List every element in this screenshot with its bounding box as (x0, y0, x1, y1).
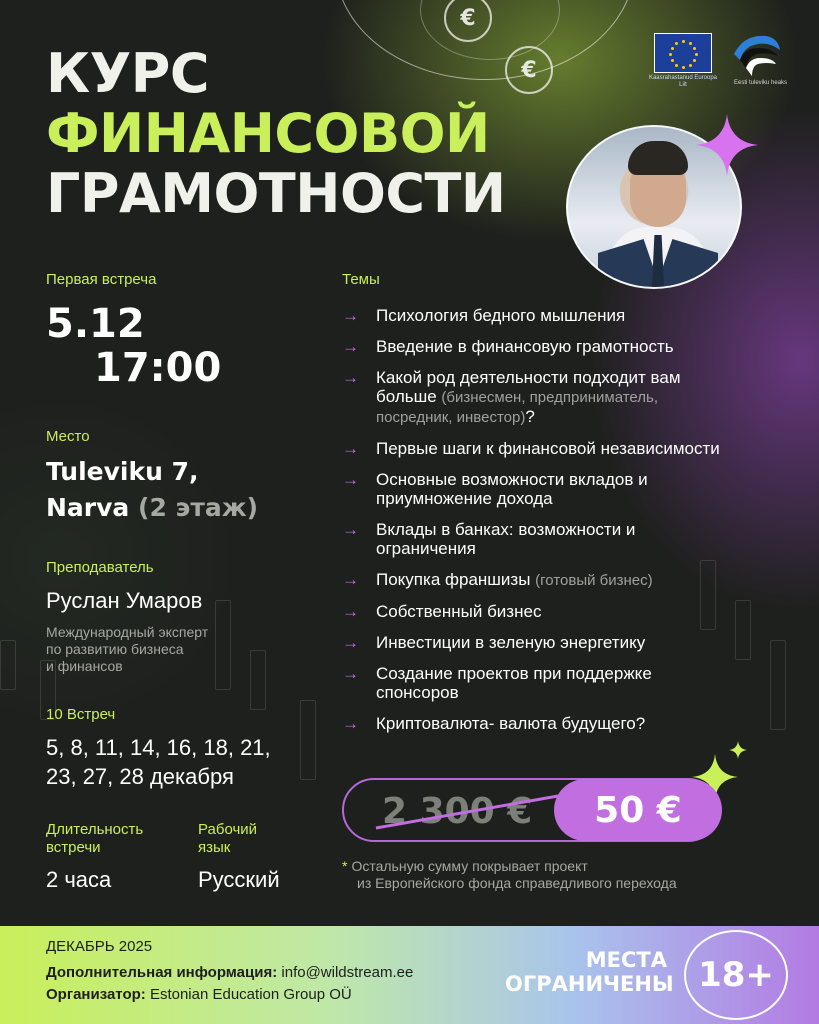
duration-label-2: встречи (46, 839, 101, 856)
limited-seats: МЕСТА ОГРАНИЧЕНЫ (505, 948, 674, 996)
arrow-right-icon: → (342, 570, 359, 589)
teacher-desc-2: по развитию бизнеса (46, 641, 184, 657)
arrow-right-icon: → (342, 520, 359, 539)
footer-info: Дополнительная информация: info@wildstream.ee (46, 964, 414, 981)
strikethrough-line (372, 790, 562, 834)
eu-logo-text: Kaasrahastanud Euroopa Liit (648, 75, 718, 88)
topic-item: → Криптовалюта- валюта будущего? (342, 714, 646, 733)
sparkle-icon (694, 112, 760, 178)
teacher-desc-1: Международный эксперт (46, 624, 209, 640)
duration-value: 2 часа (46, 867, 112, 892)
arrow-right-icon: → (342, 470, 359, 489)
topic-item: → Психология бедного мышления (342, 306, 626, 325)
price-footnote: * Остальную сумму покрывает проект из Европейского фонда справедливого перехода (342, 858, 677, 891)
teacher-name: Руслан Умаров (46, 588, 203, 613)
arrow-right-icon: → (342, 306, 359, 325)
topics-list (342, 306, 782, 733)
topic-item: → Создание проектов при поддержке спонсоров (342, 664, 652, 702)
arrow-right-icon: → (342, 633, 359, 652)
footer-date: ДЕКАБРЬ 2025 (46, 938, 153, 955)
euro-coin-icon: € (505, 46, 553, 94)
language-label-1: Рабочий (198, 821, 258, 838)
arrow-right-icon: → (342, 602, 359, 621)
meetings-dates-2: 23, 27, 28 декабря (46, 764, 234, 789)
teacher-desc-3: и финансов (46, 658, 123, 674)
arrow-right-icon: → (342, 368, 359, 387)
asterisk-icon: * (342, 858, 348, 874)
arrow-right-icon: → (342, 664, 359, 683)
arrow-right-icon: → (342, 439, 359, 458)
arrow-right-icon: → (342, 714, 359, 733)
footer-organizer: Организатор: Estonian Education Group OÜ (46, 986, 352, 1003)
title-line-1: КУРС (46, 42, 209, 105)
title-line-2: ФИНАНСОВОЙ (46, 102, 490, 165)
topic-item: → Введение в финансовую грамотность (342, 337, 674, 356)
topic-item: → Покупка франшизы (готовый бизнес) (342, 570, 653, 589)
topic-item: → Собственный бизнес (342, 602, 542, 621)
arrow-right-icon: → (342, 337, 359, 356)
duration-label-1: Длительность (46, 821, 144, 838)
topic-item: → Какой род деятельности подходит вам больше (бизнесмен, предприниматель, посредник, инвестор)? (342, 368, 681, 426)
age-badge: 18+ (684, 930, 788, 1020)
first-meeting-label: Первая встреча (46, 271, 157, 288)
topic-item: → Основные возможности вкладов и приумножение дохода (342, 470, 648, 508)
estonia-logo-text: Eesti tuleviku heaks (734, 80, 788, 86)
estonia-logo-icon (730, 30, 782, 80)
language-value: Русский (198, 867, 280, 892)
footer-bar (0, 926, 819, 1024)
place-city: Narva (46, 493, 130, 522)
euro-coin-icon: € (444, 0, 492, 42)
eu-flag-icon (654, 33, 712, 73)
place-label: Место (46, 428, 90, 445)
first-meeting-time: 17:00 (94, 345, 222, 391)
page-title (46, 44, 506, 224)
old-price: 2 300 € (382, 791, 533, 832)
first-meeting-date: 5.12 (46, 301, 145, 347)
topic-item: → Инвестиции в зеленую энергетику (342, 633, 646, 652)
sparkle-icon (728, 740, 748, 760)
title-line-3: ГРАМОТНОСТИ (46, 162, 506, 225)
place-line-1: Tuleviku 7, (46, 457, 199, 486)
teacher-label: Преподаватель (46, 559, 154, 576)
place-line-2 (46, 492, 258, 523)
place-floor: (2 этаж) (138, 493, 259, 522)
meetings-label: 10 Встреч (46, 706, 116, 723)
contact-email-link[interactable]: info@wildstream.ee (281, 964, 414, 981)
meetings-dates-1: 5, 8, 11, 14, 16, 18, 21, (46, 735, 271, 760)
topics-label: Темы (342, 271, 380, 288)
topic-item: → Вклады в банках: возможности и ограничения (342, 520, 636, 558)
topic-item: → Первые шаги к финансовой независимости (342, 439, 720, 458)
new-price-pill: 50 € (554, 779, 722, 841)
language-label-2: язык (198, 839, 231, 856)
